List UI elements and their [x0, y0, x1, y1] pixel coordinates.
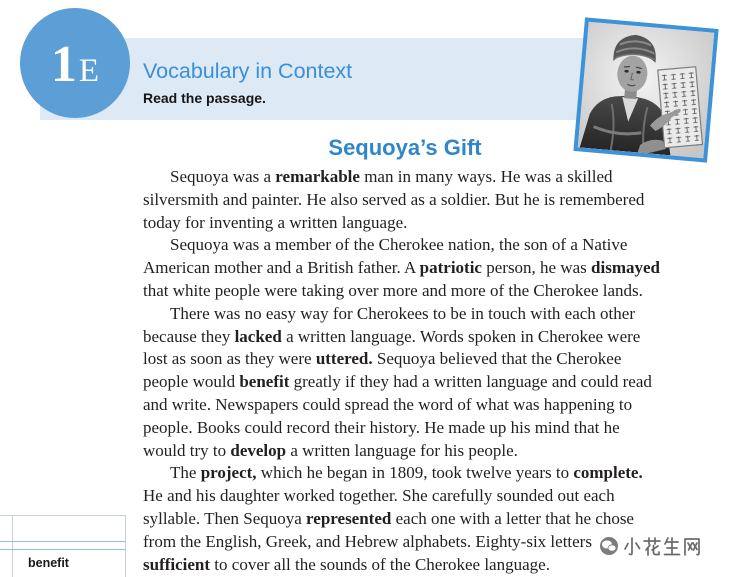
passage-line	[143, 212, 688, 235]
passage-text: would try to	[143, 440, 231, 460]
passage-line	[143, 417, 688, 440]
vocabulary-panel-word: benefit	[28, 556, 69, 570]
passage-line	[143, 348, 688, 371]
passage-text: a written language for his people.	[286, 440, 518, 460]
syllabary-tablet	[658, 67, 703, 148]
passage-text: person, he was	[481, 258, 592, 278]
panel-divider	[12, 516, 13, 577]
passage-line	[143, 189, 688, 212]
passage-text: people. Books could record their history. He made up his mind that he	[143, 417, 620, 437]
passage-text: people would	[143, 372, 240, 392]
passage-body	[143, 166, 688, 576]
watermark-lettering	[625, 538, 699, 555]
passage-paragraph	[143, 166, 688, 234]
passage-text: He and his daughter worked together. She carefully sounded out each	[143, 486, 615, 506]
passage-paragraph	[143, 303, 688, 463]
passage-text: and write. Newspapers could spread the word of what was happening to	[143, 394, 633, 414]
vocabulary-word: lacked	[234, 326, 282, 346]
passage-line	[143, 462, 688, 485]
lesson-number: 1	[50, 36, 77, 93]
section-heading: Vocabulary in Context	[143, 59, 353, 83]
passage-text: Sequoya was a	[170, 167, 276, 186]
passage-text: silversmith and painter. He also served as a soldier. But he is remembered	[143, 189, 645, 209]
passage-line	[143, 303, 688, 326]
lesson-badge	[20, 8, 130, 118]
passage-title: Sequoya’s Gift	[328, 135, 482, 160]
passage-text: greatly if they had a written language and could read	[289, 372, 652, 392]
passage-text: lost as soon as they were	[143, 349, 316, 369]
passage-paragraph	[143, 234, 688, 302]
lesson-label	[51, 35, 99, 91]
passage-line	[143, 257, 688, 280]
vocabulary-word: uttered.	[315, 349, 373, 369]
passage-text: Sequoya believed that the Cherokee	[372, 349, 622, 369]
passage-line	[143, 440, 688, 463]
passage-text: The	[170, 463, 201, 483]
vocabulary-word: benefit	[239, 372, 290, 392]
passage-text: syllable. Then Sequoya	[143, 508, 307, 528]
panel-rule	[0, 541, 125, 542]
passage-line	[143, 394, 688, 417]
wechat-icon	[600, 537, 619, 556]
passage-line	[143, 508, 688, 531]
passage-text: man in many ways. He was a skilled	[359, 167, 613, 186]
passage-text: today for inventing a written language.	[143, 212, 408, 232]
instruction-text: Read the passage.	[143, 90, 266, 106]
vocabulary-word: represented	[306, 508, 392, 528]
vocabulary-word: patriotic	[419, 258, 482, 278]
vocabulary-word: develop	[230, 440, 287, 460]
passage-text: American mother and a British father. A	[143, 258, 420, 278]
passage-line	[143, 485, 688, 508]
passage-text: that white people were taking over more and more of the Cherokee lands.	[143, 280, 643, 300]
passage-text: each one with a letter that he chose	[391, 508, 634, 528]
watermark	[598, 534, 706, 558]
portrait-illustration	[578, 22, 715, 159]
vocabulary-word: sufficient	[143, 554, 211, 574]
vocabulary-word: dismayed	[591, 258, 661, 278]
passage-text: There was no easy way for Cherokees to be in touch with each other	[170, 303, 635, 323]
passage-line	[143, 234, 688, 257]
passage-text: which he began in 1809, took twelve years to	[256, 463, 574, 483]
passage-text: to cover all the sounds of the Cherokee language.	[210, 554, 550, 574]
passage-text: a written language. Words spoken in Cherokee were	[281, 326, 641, 346]
passage-paragraph	[143, 462, 688, 576]
passage-line	[143, 371, 688, 394]
sequoya-portrait	[573, 17, 718, 162]
passage-text: from the English, Greek, and Hebrew alphabets. Eighty-six letters	[143, 531, 592, 551]
panel-rule	[0, 549, 125, 550]
passage-line	[143, 166, 688, 189]
vocabulary-word: remarkable	[275, 167, 360, 186]
passage-text: because they	[143, 326, 235, 346]
vocabulary-word: complete.	[573, 463, 643, 483]
passage-text: Sequoya was a member of the Cherokee nation, the son of a Native	[170, 235, 628, 255]
vocabulary-panel	[0, 515, 126, 577]
lesson-letter: E	[78, 53, 100, 89]
passage-line	[143, 280, 688, 303]
passage-line	[143, 326, 688, 349]
vocabulary-word: project,	[200, 463, 257, 483]
